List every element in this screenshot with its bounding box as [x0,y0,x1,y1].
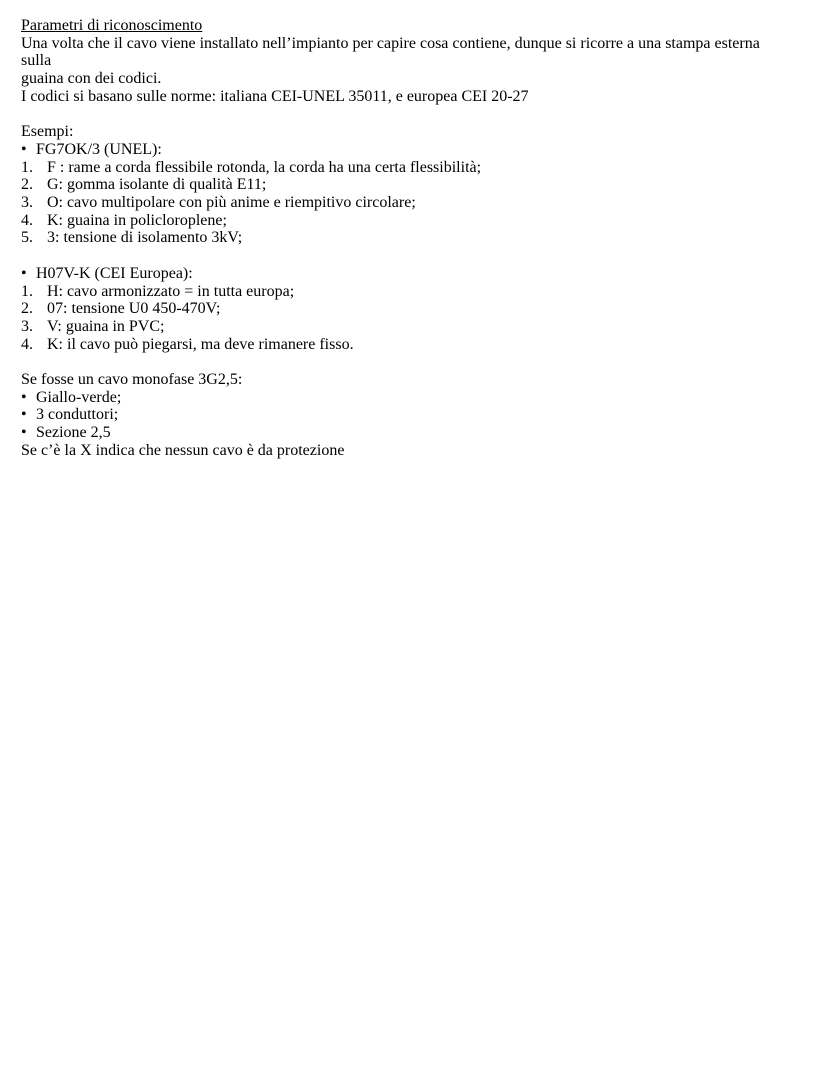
list-number: 2. [21,176,33,194]
list-item-text: H: cavo armonizzato = in tutta europa; [47,282,295,300]
bullet-item-text: 3 conduttori; [36,406,119,424]
list-number: 4. [21,335,33,353]
unel-list-item [21,176,791,194]
document-title: Parametri di riconoscimento [21,17,203,34]
bullet-icon: • [21,406,27,424]
mono-bullet-item [21,406,791,424]
intro-line-1: Una volta che il cavo viene installato nell’impianto per capire cosa contiene, dunque si ricorre a una stampa esterna sulla [21,34,760,70]
list-item-text: F : rame a corda flessibile rotonda, la corda ha una certa flessibilità; [47,158,482,176]
unel-list-item [21,212,791,230]
list-item-text: K: guaina in policloroplene; [47,211,227,229]
spacer [21,353,791,371]
spacer [21,106,791,124]
bullet-icon: • [21,140,27,158]
cei-list-item [21,300,791,318]
spacer [21,247,791,265]
list-number: 4. [21,211,33,229]
unel-list-item [21,229,791,247]
cei-list-item [21,336,791,354]
examples-label: Esempi: [21,123,74,141]
bullet-icon: • [21,388,27,406]
unel-list-item [21,194,791,212]
list-number: 1. [21,158,33,176]
document-page [21,17,791,460]
mono-note: Se c’è la X indica che nessun cavo è da protezione [21,441,345,459]
bullet-item-text: Sezione 2,5 [36,424,111,442]
intro-line-3: I codici si basano sulle norme: italiana CEI-UNEL 35011, e europea CEI 20-27 [21,87,529,105]
list-item-text: G: gomma isolante di qualità E11; [47,176,267,194]
bullet-icon: • [21,424,27,442]
list-item-text: 07: tensione U0 450-470V; [47,300,221,318]
list-number: 2. [21,300,33,318]
mono-bullet-item [21,424,791,442]
unel-list-item [21,159,791,177]
list-item-text: K: il cavo può piegarsi, ma deve rimanere fisso. [47,335,354,353]
cei-list-item [21,283,791,301]
list-item-text: 3: tensione di isolamento 3kV; [47,229,243,247]
mono-heading: Se fosse un cavo monofase 3G2,5: [21,371,243,389]
bullet-item-text: Giallo-verde; [36,388,122,406]
mono-bullet-item [21,389,791,407]
list-number: 3. [21,317,33,335]
bullet-icon: • [21,264,27,282]
list-number: 3. [21,194,33,212]
cei-heading: H07V-K (CEI Europea): [36,264,193,282]
list-item-text: V: guaina in PVC; [47,317,165,335]
bullet-item-cei-heading [21,265,791,283]
intro-line-2: guaina con dei codici. [21,70,162,88]
list-number: 1. [21,282,33,300]
bullet-item-unel-heading [21,141,791,159]
list-number: 5. [21,229,33,247]
list-item-text: O: cavo multipolare con più anime e riempitivo circolare; [47,194,416,212]
cei-list-item [21,318,791,336]
unel-heading: FG7OK/3 (UNEL): [36,140,162,158]
